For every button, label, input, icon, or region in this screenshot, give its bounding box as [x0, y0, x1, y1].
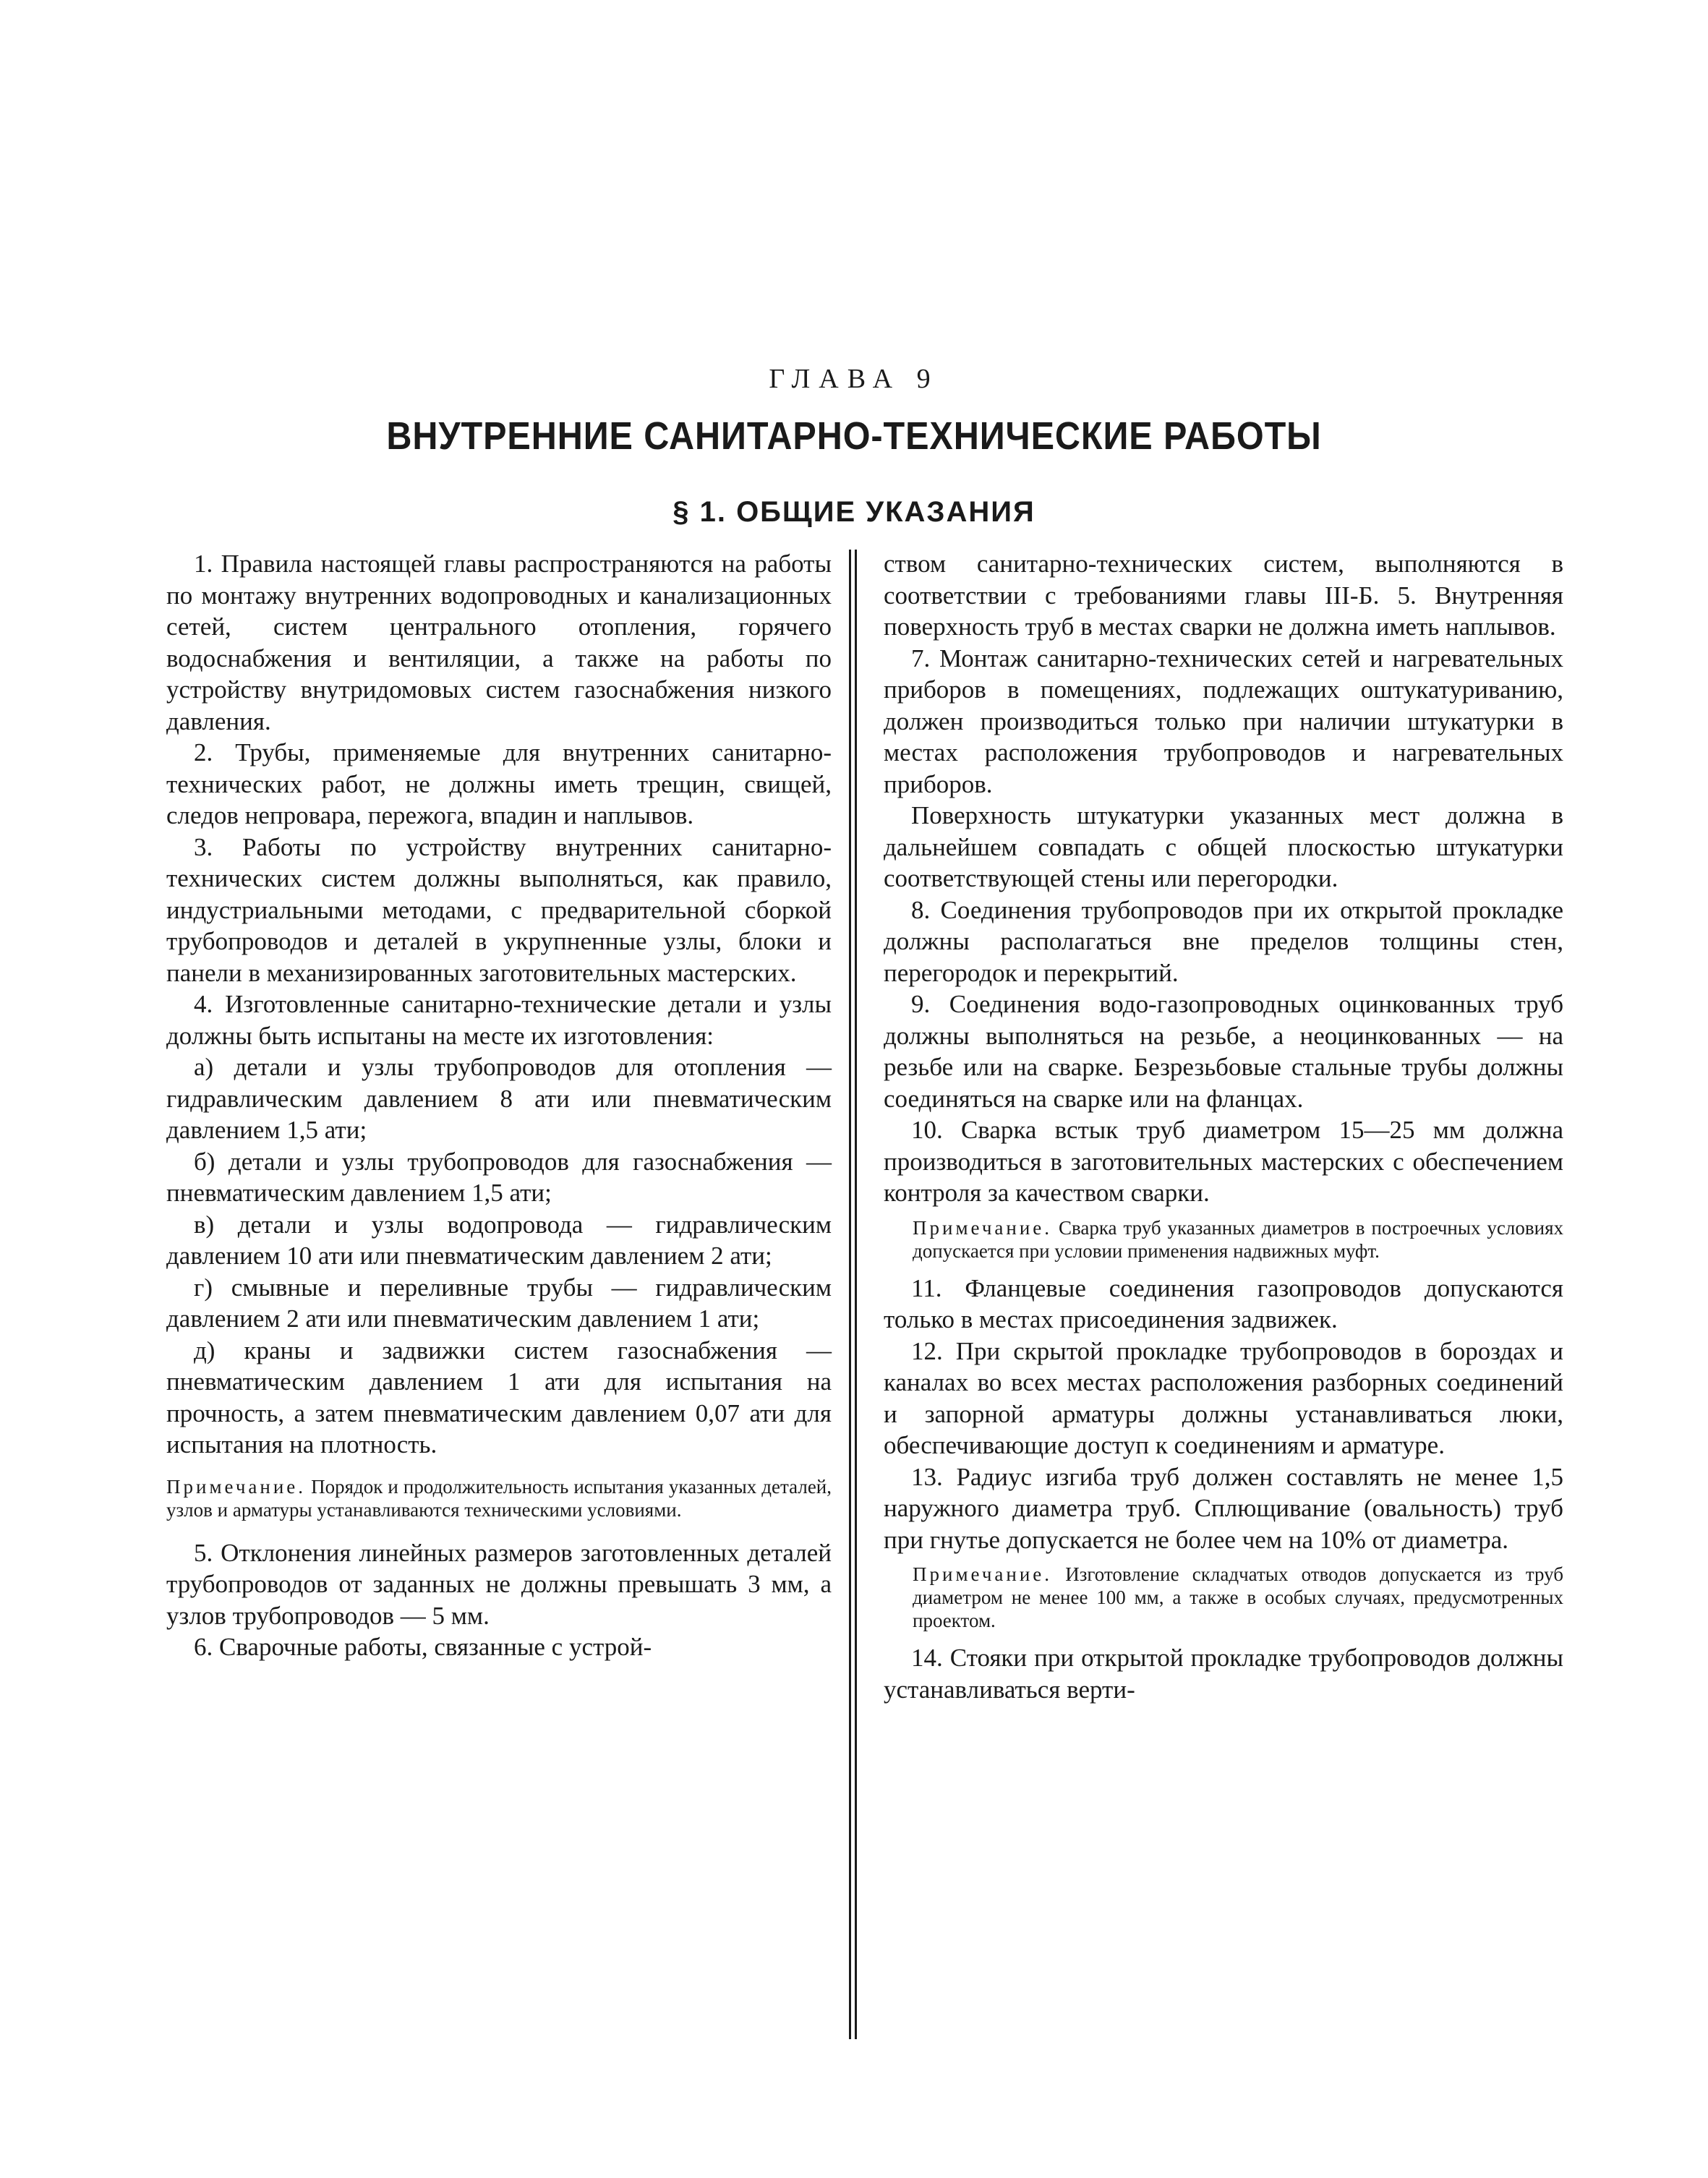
note-3-label: Примечание.	[913, 1563, 1053, 1585]
right-column	[884, 548, 1563, 1705]
note-2-label: Примечание.	[913, 1216, 1053, 1239]
paragraph-10: 10. Сварка встык труб диаметром 15—25 мм должна производиться в заготовительных мастерских с обеспечением контроля за качеством сварки.	[884, 1116, 1563, 1207]
paragraph-1: 1. Правила настоящей главы распространяются на работы по монтажу внутренних водопроводных и канализационных сетей, систем центрального отопления, горячего водоснабжения и вентиляции, а также на работы по устройству внутридомовых систем газоснабжения низкого давления.	[166, 550, 832, 735]
paragraph-3: 3. Работы по устройству внутренних санитарно-технических систем должны выполняться, как правило, индустриальными методами, с предварительной сборкой трубопроводов и деталей в укрупненные узлы, блоки и панели в механизированных заготовительных мастерских.	[166, 832, 832, 987]
section-title: § 1. ОБЩИЕ УКАЗАНИЯ	[672, 496, 1036, 528]
paragraph-4: 4. Изготовленные санитарно-технические детали и узлы должны быть испытаны на месте их изготовления:	[166, 990, 832, 1050]
left-column	[166, 548, 832, 1663]
paragraph-4e: д) краны и задвижки систем газоснабжения — пневматическим давлением 1 ати для испытания на прочность, а затем пневматическим давлением 0,07 ати для испытания на плотность.	[166, 1336, 832, 1459]
note-2	[884, 1216, 1563, 1263]
paragraph-8: 8. Соединения трубопроводов при их открытой прокладке должны располагаться вне пределов толщины стен, перегородок и перекрытий.	[884, 895, 1563, 987]
note-1-label: Примечание.	[166, 1475, 307, 1498]
paragraph-4d: г) смывные и переливные трубы — гидравлическим давлением 2 ати или пневматическим давлением 1 ати;	[166, 1273, 832, 1333]
paragraph-13: 13. Радиус изгиба труб должен составлять не менее 1,5 наружного диаметра труб. Сплющивание (овальность) труб при гнутье допускается не более чем на 10% от диаметра.	[884, 1462, 1563, 1554]
paragraph-4a: а) детали и узлы трубопроводов для отопления — гидравлическим давлением 8 ати или пневматическим давлением 1,5 ати;	[166, 1053, 832, 1144]
column-divider	[849, 550, 858, 2039]
paragraph-9: 9. Соединения водо-газопроводных оцинкованных труб должны выполняться на резьбе, а неоцинкованных — на резьбе или на сварке. Безрезьбовые стальные трубы должны соединяться на сварке или на фланцах.	[884, 990, 1563, 1113]
note-1	[166, 1475, 832, 1521]
note-2-text: Сварка труб указанных диаметров в построечных условиях допускается при условии применения надвижных муфт.	[913, 1216, 1563, 1262]
note-3-text: Изготовление складчатых отводов допускается из труб диаметром не менее 100 мм, а также в особых случаях, предусмотренных проектом.	[913, 1563, 1563, 1631]
paragraph-7: 7. Монтаж санитарно-технических сетей и нагревательных приборов в помещениях, подлежащих оштукатуриванию, должен производиться только при наличии штукатурки в местах расположения трубопроводов и нагревательных приборов.	[884, 644, 1563, 798]
paragraph-6-continued: ством санитарно-технических систем, выполняются в соответствии с требованиями главы III-Б. 5. Внутренняя поверхность труб в местах сварки не должна иметь наплывов.	[884, 550, 1563, 641]
paragraph-6: 6. Сварочные работы, связанные с устрой-	[194, 1633, 652, 1661]
paragraph-4c: в) детали и узлы водопровода — гидравлическим давлением 10 ати или пневматическим давлением 2 ати;	[166, 1210, 832, 1270]
paragraph-14: 14. Стояки при открытой прокладке трубопроводов должны устанавливаться верти-	[884, 1644, 1563, 1704]
chapter-title: ВНУТРЕННИЕ САНИТАРНО-ТЕХНИЧЕСКИЕ РАБОТЫ	[386, 414, 1322, 458]
note-3	[884, 1563, 1563, 1632]
paragraph-5: 5. Отклонения линейных размеров заготовленных деталей трубопроводов от заданных не должны превышать 3 мм, а узлов трубопроводов — 5 мм.	[166, 1538, 832, 1630]
paragraph-2: 2. Трубы, применяемые для внутренних санитарно-технических работ, не должны иметь трещин, свищей, следов непровара, пережога, впадин и наплывов.	[166, 738, 832, 829]
paragraph-11: 11. Фланцевые соединения газопроводов допускаются только в местах присоединения задвижек.	[884, 1273, 1563, 1333]
note-1-text: Порядок и продолжительность испытания указанных деталей, узлов и арматуры устанавливаются техническими условиями.	[166, 1475, 832, 1521]
paragraph-4b: б) детали и узлы трубопроводов для газоснабжения — пневматическим давлением 1,5 ати;	[166, 1147, 832, 1207]
paragraph-7b: Поверхность штукатурки указанных мест должна в дальнейшем совпадать с общей плоскостью штукатурки соответствующей стены или перегородки.	[884, 801, 1563, 892]
paragraph-12: 12. При скрытой прокладке трубопроводов в бороздах и каналах во всех местах расположения разборных соединений и запорной арматуры должны устанавливаться люки, обеспечивающие доступ к соединениям и арматуре.	[884, 1336, 1563, 1459]
chapter-label: ГЛАВА 9	[769, 364, 939, 394]
